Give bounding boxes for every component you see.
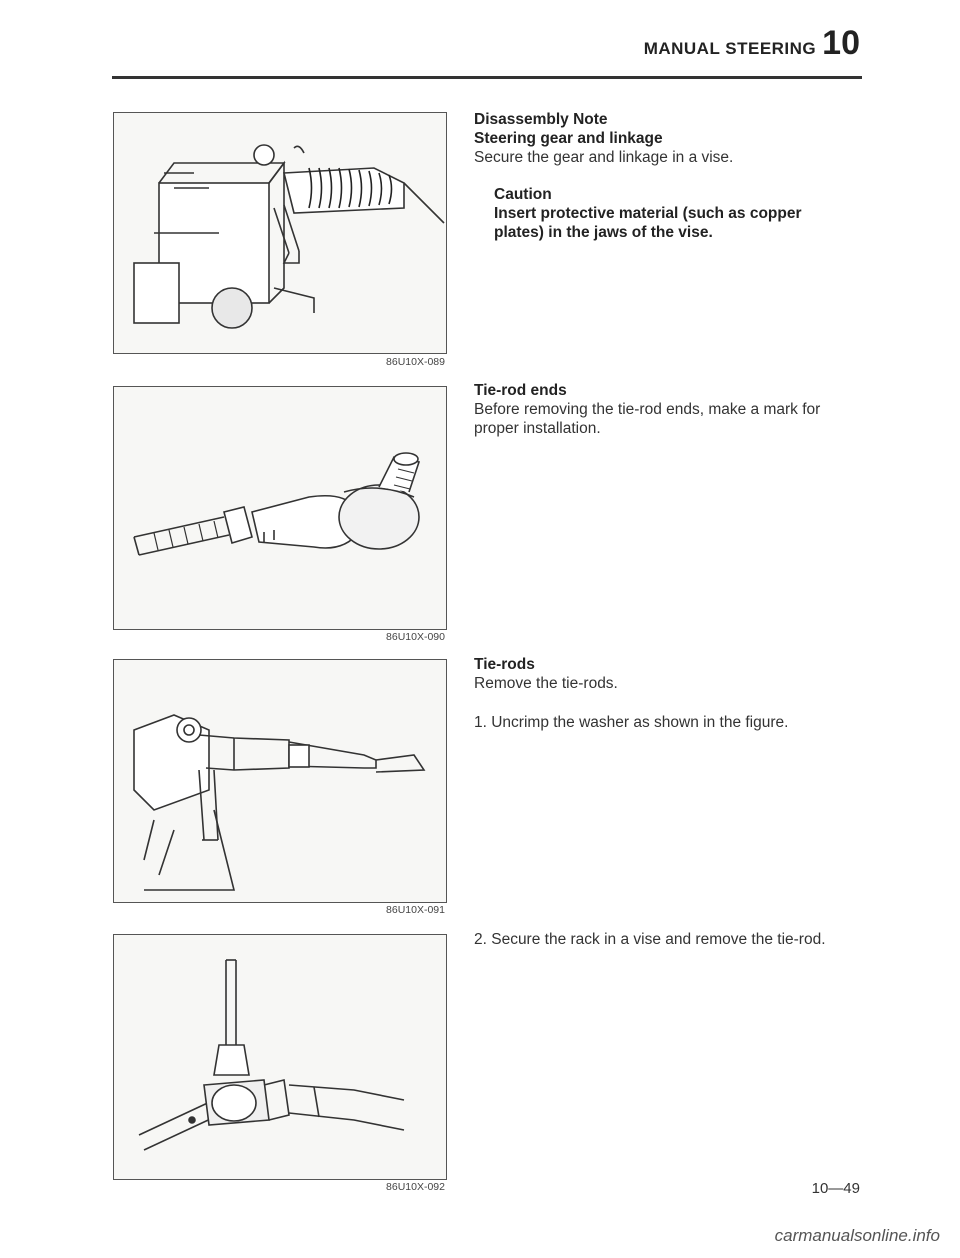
- watermark: carmanualsonline.info: [774, 1226, 940, 1245]
- uncrimp-washer-icon: [114, 660, 446, 902]
- page-number: 10—49: [811, 1180, 860, 1197]
- steering-gear-subheading: Steering gear and linkage: [474, 130, 663, 147]
- tie-rod-ends-body-line1: Before removing the tie-rod ends, make a mark for: [474, 401, 821, 418]
- vise-with-steering-gear-icon: [114, 113, 446, 353]
- tie-rods-heading: Tie-rods: [474, 656, 535, 673]
- page-header: [560, 24, 860, 72]
- section-title: MANUAL STEERING: [643, 39, 817, 58]
- caution-text-line2: plates) in the jaws of the vise.: [494, 224, 713, 241]
- tie-rods-body: Remove the tie-rods.: [474, 675, 618, 692]
- figure-remove-tie-rod: [113, 934, 447, 1180]
- tie-rod-ends-section: [474, 381, 874, 438]
- step-2-section: [474, 930, 874, 949]
- step-2: 2. Secure the rack in a vise and remove the tie-rod.: [474, 931, 826, 948]
- disassembly-heading: Disassembly Note: [474, 111, 608, 128]
- figure-vise-steering-gear: [113, 112, 447, 354]
- figure-code: 86U10X-090: [386, 631, 445, 643]
- header-rule: [112, 76, 862, 79]
- disassembly-note-section: [474, 110, 874, 242]
- caution-title: Caution: [494, 186, 552, 203]
- caution-text-line1: Insert protective material (such as copper: [494, 205, 802, 222]
- figure-tie-rod-end: [113, 386, 447, 630]
- step-1: 1. Uncrimp the washer as shown in the figure.: [474, 714, 789, 731]
- tie-rod-ends-body-line2: proper installation.: [474, 420, 601, 437]
- caution-box: [494, 185, 874, 242]
- figure-code: 86U10X-092: [386, 1181, 445, 1193]
- remove-tie-rod-icon: [114, 935, 446, 1179]
- disassembly-body: Secure the gear and linkage in a vise.: [474, 149, 734, 166]
- tie-rod-ends-heading: Tie-rod ends: [474, 382, 567, 399]
- figure-code: 86U10X-089: [386, 356, 445, 368]
- chapter-number: 10: [822, 24, 860, 62]
- figure-uncrimp-washer: [113, 659, 447, 903]
- figure-code: 86U10X-091: [386, 904, 445, 916]
- tie-rods-section: [474, 655, 874, 732]
- tie-rod-end-icon: [114, 387, 446, 629]
